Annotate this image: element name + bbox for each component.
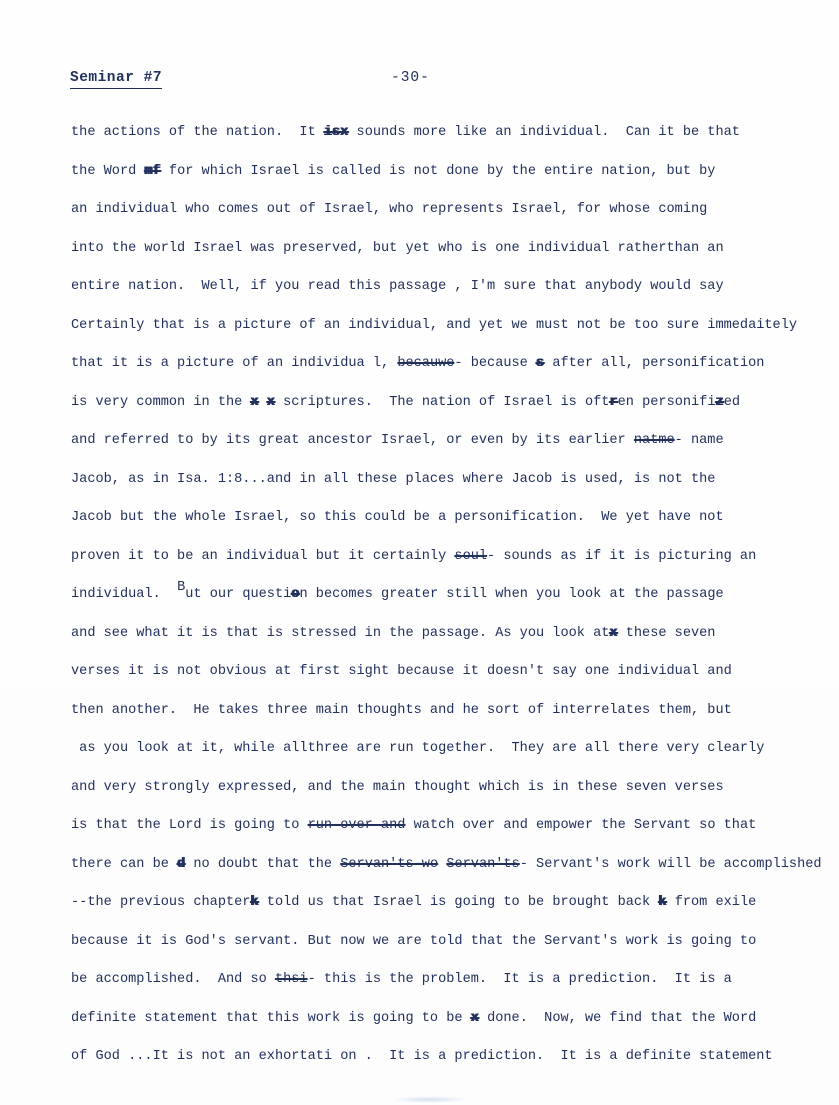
typed-line bbox=[71, 769, 839, 808]
struck-text: s bbox=[536, 356, 545, 371]
typed-line bbox=[71, 615, 839, 654]
typed-text: B bbox=[177, 580, 186, 595]
scan-smudge bbox=[390, 1096, 470, 1103]
typed-line bbox=[71, 230, 839, 269]
struck-text: Servan'ts bbox=[446, 856, 520, 872]
typed-text: ut our questi bbox=[185, 587, 292, 602]
typed-text: scriptures. The nation of Israel is oft bbox=[274, 394, 610, 410]
page-header bbox=[0, 70, 839, 94]
struck-text: x bbox=[609, 625, 618, 641]
typed-text: these seven bbox=[617, 625, 716, 641]
typed-text: that it is a picture of an individua l, bbox=[71, 356, 398, 371]
struck-text: soul bbox=[454, 548, 488, 564]
struck-text: isx bbox=[323, 125, 349, 140]
typed-line bbox=[71, 692, 839, 731]
typed-text: individual. bbox=[71, 587, 178, 602]
struck-text: z bbox=[715, 394, 724, 410]
typed-line bbox=[71, 576, 839, 615]
typed-text: be accomplished. And so bbox=[71, 972, 275, 987]
typed-text: definite statement that this work is going to be bbox=[71, 1010, 471, 1026]
typed-text: for which Israel is called is not done by the entire nation, but by bbox=[160, 163, 716, 179]
struck-text: k bbox=[658, 895, 667, 910]
typed-text: en personifi bbox=[617, 394, 716, 410]
struck-text: thsi bbox=[274, 972, 308, 987]
struck-text: x bbox=[470, 1010, 479, 1026]
typed-line bbox=[71, 1000, 839, 1039]
typed-text: - Servant's work will be accomplished bbox=[519, 856, 822, 872]
page-number: -30- bbox=[391, 70, 430, 86]
typed-line bbox=[71, 114, 839, 153]
struck-text: o bbox=[291, 587, 300, 602]
typed-line bbox=[71, 923, 839, 962]
typed-line bbox=[71, 1038, 839, 1077]
typed-text: into the world Israel was preserved, but yet who is one individual ratherthan an bbox=[71, 240, 724, 256]
typed-line bbox=[71, 730, 839, 769]
struck-text: k bbox=[250, 895, 259, 910]
typed-line bbox=[71, 191, 839, 230]
typed-text: n becomes greater still when you look at the passage bbox=[299, 587, 724, 602]
typed-text: verses it is not obvious at first sight because it doesn't say one individual and bbox=[71, 664, 732, 679]
typed-line bbox=[71, 307, 839, 346]
typed-text: done. Now, we find that the Word bbox=[478, 1010, 757, 1026]
struck-text: natme bbox=[633, 433, 675, 448]
typed-text: is very common in the bbox=[71, 394, 251, 410]
typed-line bbox=[71, 268, 839, 307]
typed-line bbox=[71, 422, 839, 461]
document-body bbox=[71, 114, 839, 1077]
struck-text: mf bbox=[144, 163, 161, 179]
typed-text: Certainly that is a picture of an individual, and yet we must not be too sure immedaitely bbox=[71, 317, 798, 333]
typed-text bbox=[259, 395, 267, 410]
typed-line bbox=[71, 653, 839, 692]
typed-line bbox=[71, 461, 839, 500]
struck-text: d bbox=[177, 856, 186, 872]
typed-text: after all, personification bbox=[544, 356, 765, 371]
typed-text: - sounds as if it is picturing an bbox=[487, 548, 757, 564]
typed-text: the actions of the nation. It bbox=[71, 125, 324, 140]
seminar-title: Seminar #7 bbox=[70, 70, 162, 89]
typed-text: and see what it is that is stressed in the passage. As you look at bbox=[71, 625, 610, 641]
typed-text: told us that Israel is going to be brought back bbox=[258, 895, 659, 910]
struck-text: r bbox=[609, 394, 618, 410]
struck-text: becauwe bbox=[397, 356, 455, 371]
typed-text: watch over and empower the Servant so that bbox=[405, 818, 757, 833]
typed-text: proven it to be an individual but it certainly bbox=[71, 548, 455, 564]
typed-text: an individual who comes out of Israel, who represents Israel, for whose coming bbox=[71, 202, 708, 217]
typed-line bbox=[71, 345, 839, 384]
typed-text: because it is God's servant. But now we are told that the Servant's work is going to bbox=[71, 933, 757, 949]
typed-text: and referred to by its great ancestor Israel, or even by its earlier bbox=[71, 433, 634, 448]
typed-text: --the previous chapter bbox=[71, 895, 251, 910]
struck-text: Servan'ts-wo bbox=[340, 856, 439, 872]
typed-text: sounds more like an individual. Can it be that bbox=[348, 125, 740, 140]
typed-line bbox=[71, 499, 839, 538]
struck-text: x bbox=[250, 394, 259, 410]
typed-text: - name bbox=[674, 433, 724, 448]
typed-text: - this is the problem. It is a prediction. It is a bbox=[307, 972, 732, 987]
typed-line bbox=[71, 153, 839, 192]
typed-text: from exile bbox=[666, 895, 757, 910]
typed-text: - because bbox=[454, 356, 536, 371]
typed-line bbox=[71, 884, 839, 923]
typed-text: there can be bbox=[71, 856, 178, 872]
typed-text: Jacob, as in Isa. 1:8...and in all these places where Jacob is used, is not the bbox=[71, 471, 716, 487]
typed-text: and very strongly expressed, and the main thought which is in these seven verses bbox=[71, 779, 724, 795]
typed-text: is that the Lord is going to bbox=[71, 818, 308, 833]
typed-text: of God ...It is not an exhortati on . It is a prediction. It is a definite statement bbox=[71, 1049, 773, 1064]
typed-line bbox=[71, 846, 839, 885]
typed-text: the Word bbox=[71, 163, 145, 179]
typed-line bbox=[71, 961, 839, 1000]
typed-text: then another. He takes three main thoughts and he sort of interrelates them, but bbox=[71, 702, 732, 718]
typed-line bbox=[71, 384, 839, 423]
typed-text: no doubt that the bbox=[185, 856, 341, 872]
typed-line bbox=[71, 538, 839, 577]
typed-line bbox=[71, 807, 839, 846]
struck-text: x bbox=[266, 394, 275, 410]
typed-text: ed bbox=[723, 394, 741, 410]
typed-text: Jacob but the whole Israel, so this could be a personification. We yet have not bbox=[71, 510, 724, 525]
struck-text: run over and bbox=[307, 818, 406, 833]
typed-text: entire nation. Well, if you read this passage , I'm sure that anybody would say bbox=[71, 279, 724, 294]
typed-text: as you look at it, while allthree are run together. They are all there very clearly bbox=[71, 741, 765, 756]
